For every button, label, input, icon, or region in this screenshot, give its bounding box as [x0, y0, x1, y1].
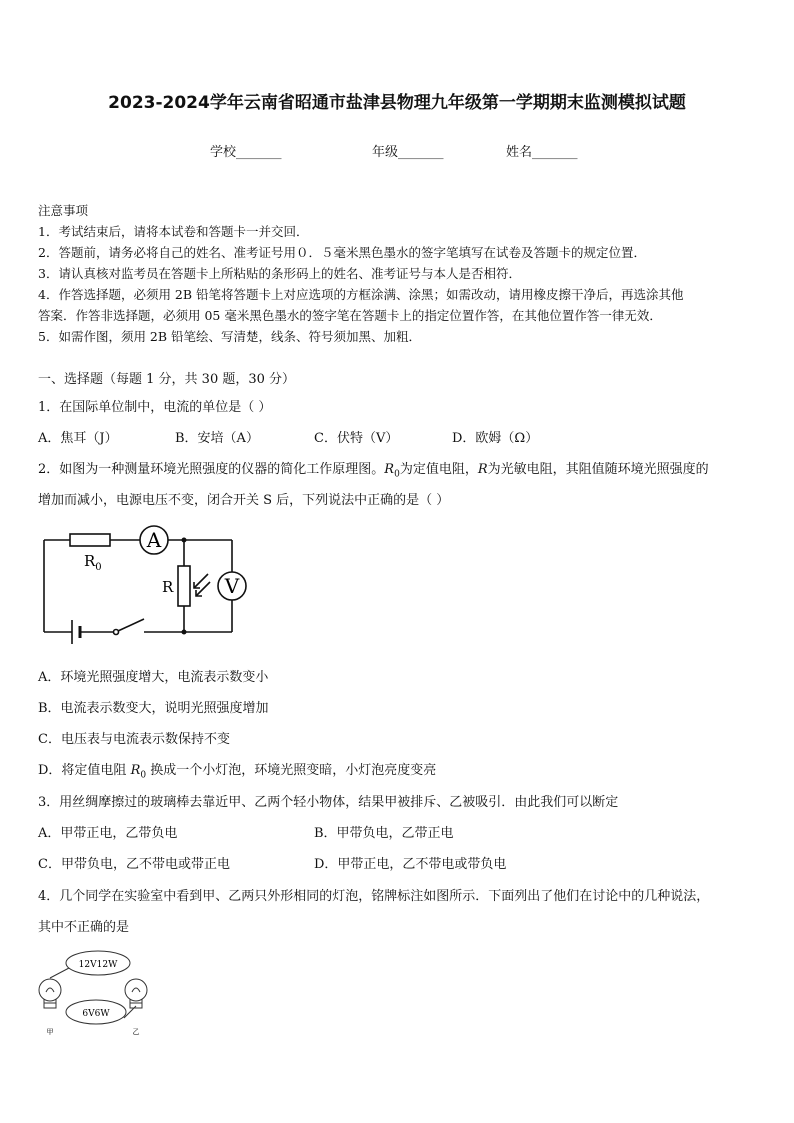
q2-option-d [38, 759, 436, 781]
q2-r0-subscript: 0 [394, 469, 400, 480]
q2-option-d-text-b: 换成一个小灯泡，环境光照变暗，小灯泡亮度变亮 [146, 763, 437, 778]
q1-option-d: D．欧姆（Ω） [452, 431, 539, 446]
q2-option-d-r: R [130, 763, 141, 778]
q3-option-a: A．甲带正电，乙带负电 [38, 826, 178, 841]
notice-item-5: 5．如需作图，须用 2B 铅笔绘、写清楚，线条、符号须加黑、加粗． [38, 329, 422, 344]
q2-stem-line2: 增加而减小，电源电压不变，闭合开关 S 后，下列说法中正确的是（ ） [38, 493, 450, 508]
q1-option-b: B．安培（A） [175, 431, 259, 446]
q2-circuit-diagram [38, 520, 268, 645]
junction-dot [182, 538, 187, 543]
q2-text-a: 2．如图为一种测量环境光照强度的仪器的简化工作原理图。 [38, 462, 385, 477]
name-field: 姓名_______ [506, 145, 578, 160]
bulb-label-top: 12V12W [78, 960, 118, 970]
q2-option-a: A．环境光照强度增大，电流表示数变小 [38, 670, 269, 685]
q3-stem: 3．用丝绸摩擦过的玻璃棒去靠近甲、乙两个轻小物体，结果甲被排斥、乙被吸引．由此我们可以断定 [38, 795, 619, 810]
q3-option-b: B．甲带负电，乙带正电 [314, 826, 454, 841]
r0-label: $R_0$ [84, 552, 102, 573]
q2-option-d-sub: 0 [140, 770, 147, 781]
q3-option-c: C．甲带负电，乙不带电或带正电 [38, 857, 230, 872]
bulb-jia-icon [39, 979, 61, 1008]
r0-resistor [70, 534, 110, 546]
bubble-pointer [50, 968, 69, 978]
q1-stem: 1．在国际单位制中，电流的单位是（ ） [38, 400, 272, 415]
section-heading: 一、选择题（每题 1 分，共 30 题，30 分） [38, 372, 296, 387]
notice-item-4: 4．作答选择题，必须用 2B 铅笔将答题卡上对应选项的方框涂满、涂黑；如需改动，请用橡皮擦干净后，再选涂其他 [38, 287, 684, 302]
q4-bulbs-figure [36, 948, 161, 1040]
q2-option-b: B．电流表示数变大，说明光照强度增加 [38, 701, 269, 716]
notice-item-4-cont: 答案．作答非选择题，必须用 05 毫米黑色墨水的签字笔在答题卡上的指定位置作答，在其他位置作答一律无效． [38, 308, 662, 323]
notice-block [38, 200, 684, 347]
q1-option-a: A．焦耳（J） [38, 431, 118, 446]
switch-lever [118, 619, 144, 631]
grade-field: 年级_______ [372, 145, 444, 160]
notice-item-3: 3．请认真核对监考员在答题卡上所粘贴的条形码上的姓名、准考证号与本人是否相符． [38, 266, 521, 281]
bulb-name-left: 甲 [46, 1028, 54, 1036]
q2-option-d-text-a: D．将定值电阻 [38, 763, 131, 778]
voltmeter-label: V [224, 574, 240, 598]
bulb-label-bottom: 6V6W [82, 1009, 110, 1019]
q2-r0-symbol: R [384, 462, 395, 477]
school-field: 学校_______ [210, 145, 282, 160]
q2-stem-line1 [38, 458, 709, 480]
junction-dot [182, 630, 187, 635]
q2-r-symbol: R [477, 462, 488, 477]
notice-heading: 注意事项 [38, 203, 89, 218]
q2-text-c: 为光敏电阻，其阻值随环境光照强度的 [487, 462, 709, 477]
ammeter-label: A [146, 528, 162, 552]
bulb-name-right: 乙 [132, 1028, 140, 1036]
notice-item-1: 1．考试结束后，请将本试卷和答题卡一并交回． [38, 224, 309, 239]
q1-option-c: C．伏特（V） [314, 431, 399, 446]
q3-option-d: D．甲带正电，乙不带电或带负电 [314, 857, 507, 872]
notice-item-2: 2．答题前，请务必将自己的姓名、准考证号用０．５毫米黑色墨水的签字笔填写在试卷及答题卡的规定位置． [38, 245, 646, 260]
r-label: R [162, 578, 174, 596]
q4-stem-line2: 其中不正确的是 [38, 920, 130, 935]
bulb-yi-icon [125, 979, 147, 1008]
q4-stem-line1: 4．几个同学在实验室中看到甲、乙两只外形相同的灯泡，铭牌标注如图所示．下面列出了他们在讨论中的几种说法， [38, 889, 710, 904]
page-title: 2023-2024学年云南省昭通市盐津县物理九年级第一学期期末监测模拟试题 [108, 93, 686, 113]
q2-text-b: 为定值电阻， [399, 462, 478, 477]
photoresistor [178, 566, 190, 606]
q2-option-c: C．电压表与电流表示数保持不变 [38, 732, 230, 747]
